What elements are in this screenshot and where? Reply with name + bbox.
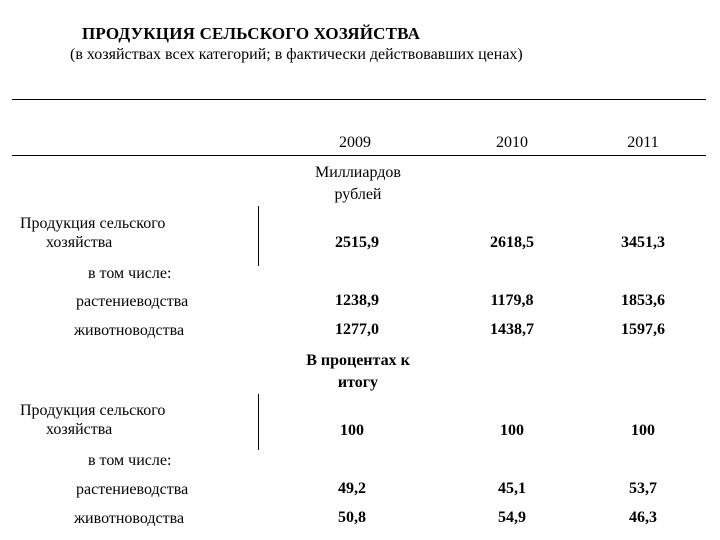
- column-separator: [258, 394, 259, 450]
- value-cell: 1853,6: [621, 292, 665, 309]
- value-cell: 1438,7: [490, 321, 534, 338]
- table-top-rule: [12, 99, 706, 100]
- value-cell: 54,9: [498, 509, 526, 526]
- page-title: ПРОДУКЦИЯ СЕЛЬСКОГО ХОЗЯЙСТВА: [82, 24, 421, 43]
- year-header-2009: 2009: [339, 134, 371, 151]
- page-subtitle: (в хозяйствах всех категорий; в фактически действовавших ценах): [70, 46, 523, 63]
- value-cell: 2618,5: [490, 234, 534, 251]
- value-cell: 100: [340, 422, 364, 439]
- value-cell: 3451,3: [621, 234, 665, 251]
- unit-line: В процентах к: [306, 352, 410, 369]
- year-header-2011: 2011: [627, 134, 659, 151]
- value-cell: 1179,8: [490, 292, 534, 309]
- value-cell: 50,8: [338, 509, 366, 526]
- unit-line: Миллиардов: [315, 164, 401, 181]
- table-header-rule: [12, 155, 706, 156]
- row-label-line: Продукция сельского: [20, 402, 166, 419]
- unit-line: итогу: [337, 374, 379, 391]
- value-cell: 1238,9: [335, 292, 379, 309]
- row-label-line: хозяйства: [46, 421, 113, 438]
- year-header-2010: 2010: [496, 134, 528, 151]
- value-cell: 100: [631, 422, 655, 439]
- row-label-line: Продукция сельского: [20, 215, 166, 232]
- section-unit-label: [278, 350, 438, 394]
- value-cell: 53,7: [629, 480, 657, 497]
- value-cell: 2515,9: [335, 234, 379, 251]
- value-cell: 1277,0: [335, 321, 379, 338]
- row-label-total: [20, 401, 165, 439]
- row-label-livestock: животноводства: [74, 322, 185, 339]
- unit-line: рублей: [334, 186, 382, 203]
- value-cell: 49,2: [338, 480, 366, 497]
- value-cell: 46,3: [629, 509, 657, 526]
- row-label-including: в том числе:: [88, 265, 172, 282]
- column-separator: [258, 206, 259, 266]
- value-cell: 1597,6: [621, 321, 665, 338]
- row-label-crops: растениеводства: [76, 481, 189, 498]
- row-label-line: хозяйства: [46, 234, 113, 251]
- row-label-livestock: животноводства: [74, 510, 185, 527]
- section-unit-label: [278, 162, 438, 206]
- row-label-crops: растениеводства: [76, 293, 189, 310]
- value-cell: 45,1: [498, 480, 526, 497]
- row-label-including: в том числе:: [88, 452, 172, 469]
- value-cell: 100: [500, 422, 524, 439]
- row-label-total: [20, 214, 165, 252]
